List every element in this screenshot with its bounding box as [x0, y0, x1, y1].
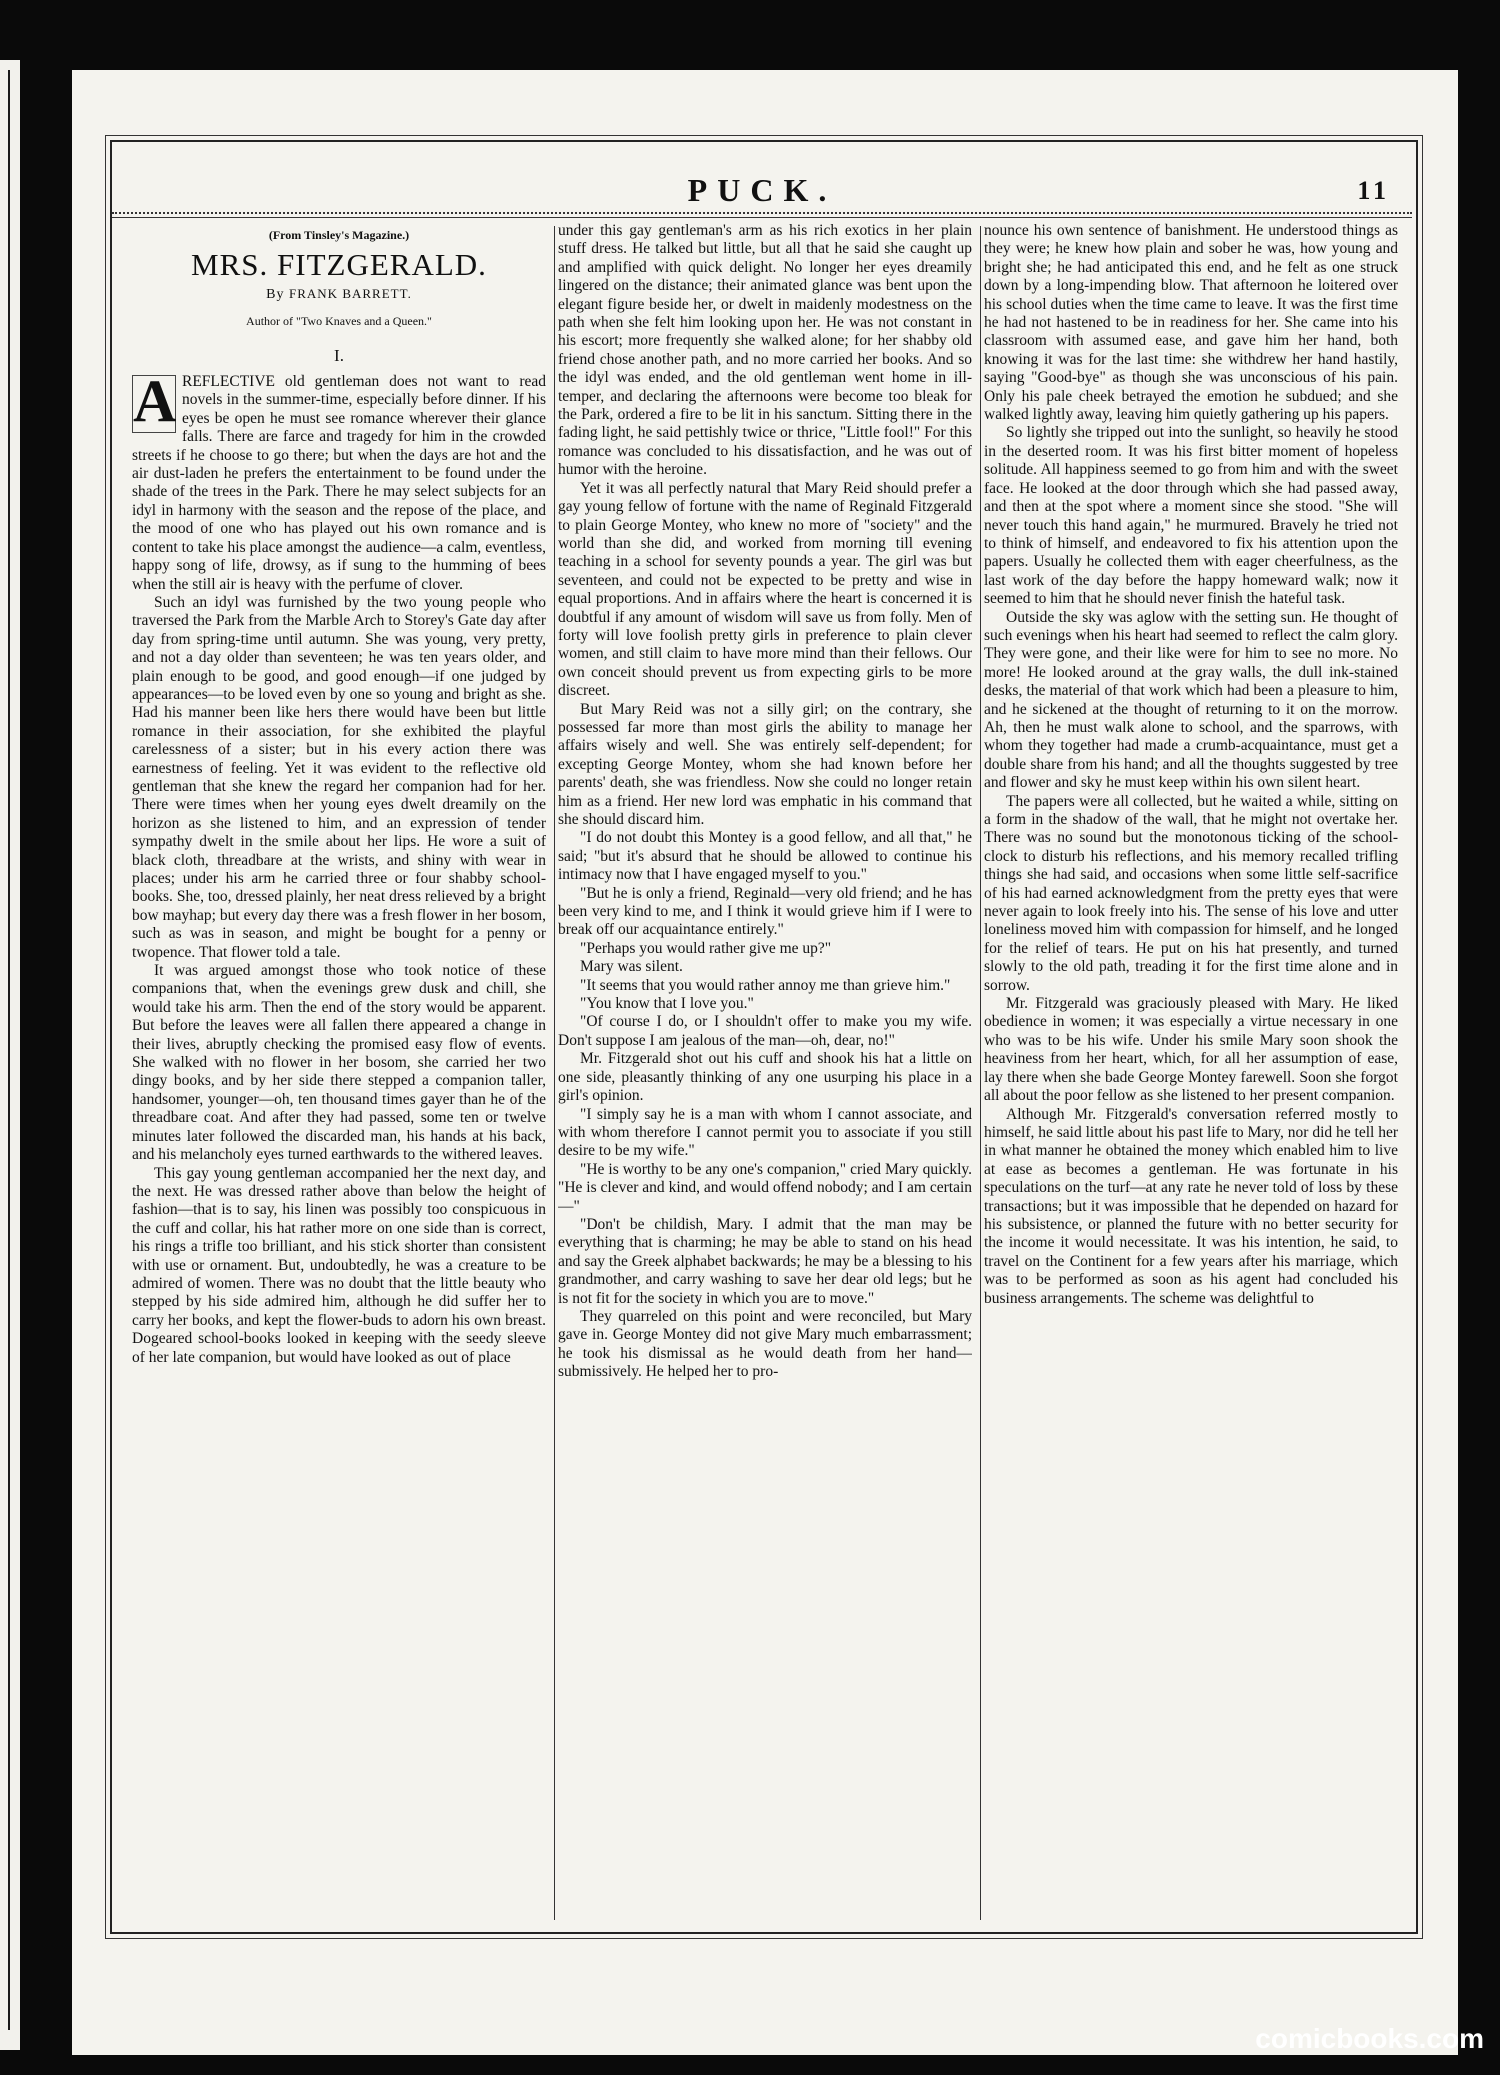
- article-columns: [112, 222, 1412, 1922]
- paragraph: "Of course I do, or I shouldn't offer to make you my wife. Don't suppose I am jealous of the man—oh, dear, no!": [558, 1013, 972, 1049]
- paragraph: This gay young gentleman accompanied her the next day, and the next. He was dressed rather above than below the height of fashion—that is to say, his linen was possibly too conspicuous in the cuff and collar, his hat rather more on one side than is correct, his rings a trifle too brilliant, and his stick shorter than consistent with use or ornament. But, undoubtedly, he was a creature to be admired of women. There was no doubt that the little beauty who stepped by his side admired him, although he did suffer her to carry her books, and kept the flower-buds to adorn his own breast. Dogeared school-books looked in keeping with the seedy sleeve of her late companion, but would have looked as out of place: [132, 1164, 546, 1366]
- paragraph: They quarreled on this point and were reconciled, but Mary gave in. George Montey did not give Mary much embarrassment; he took his dismissal as he would death from her hand—submissively. He helped her to pro-: [558, 1307, 972, 1381]
- paragraph: Mary was silent.: [580, 958, 683, 976]
- chapter-number: I.: [334, 345, 344, 365]
- paragraph: nounce his own sentence of banishment. He understood things as they were; he knew how plain and sober he was, how young and bright she; he had anticipated this end, and he felt as one struck down by a long-impending blow. That afternoon he loitered over his school duties when the time came to leave. It was the first time he had not hastened to be in readiness for her. She came into his classroom with assumed ease, and gave him her hand, both knowing it was for the last time: she withdrew her hand hastily, saying "Good-bye" as though she was unconscious of his pain. Only his pale cheek betrayed the emotion he subdued; and she walked lightly away, leaving him quietly gathering up his papers.: [984, 222, 1398, 424]
- adjacent-page-border: [8, 70, 10, 2030]
- paragraph: "Perhaps you would rather give me up?": [580, 939, 832, 957]
- paragraph: "But he is only a friend, Reginald—very old friend; and he has been very kind to me, and I think it would grieve him if I were to break off our acquaintance entirely.": [558, 884, 972, 939]
- paragraph: Such an idyl was furnished by the two young people who traversed the Park from the Marble Arch to Storey's Gate day after day from spring-time until autumn. She was young, very pretty, and not a day older than seventeen; he was ten years older, and plain enough to be good, and good enough—if one judged by appearances—to be loved even by one so young and bright as she. Had his manner been like hers there would have been but little romance in their association, for she exhibited the playful carelessness of a sister; but in his every action there was earnestness of feeling. Yet it was evident to the reflective old gentleman that she knew the regard her companion had for her. There were times when her young eyes dwelt dreamily on the horizon as she listened to him, and an expression of tender sympathy dwelt in the smile about her lips. He wore a suit of black cloth, threadbare at the wrists, and shiny with wear in places; under his arm he carried three or four shabby school-books. She, too, dressed plainly, her neat dress relieved by a bright bow mayhap; but every day there was a fresh flower in her bosom, such as was in season, and might be bought for a penny or twopence. That flower told a tale.: [132, 593, 546, 961]
- drop-cap: A: [133, 368, 177, 435]
- column-divider: [980, 226, 981, 1920]
- paragraph: [132, 368, 546, 594]
- paragraph-text: REFLECTIVE old gentleman does not want to read novels in the summer-time, especially before dinner. If his eyes be open he must see romance wherever their glance falls. There are farce and tragedy for him in the crowded streets if he choose to go there; but when the days are hot and the air dust-laden he prefers the entertainment to be found under the shade of the trees in the Park. There he may select subjects for an idyl in harmony with the season and the repose of the place, and the mood of one who has played out his own romance and is content to take his place amongst the audience—a calm, eventless, happy song of life, drowsy, as if sung to the humming of bees when the still air is heavy with the perfume of clover.: [132, 373, 546, 593]
- column-divider: [554, 226, 555, 1920]
- author-name: FRANK BARRETT.: [289, 285, 412, 301]
- column-1: [132, 222, 546, 1922]
- byline: [132, 285, 546, 304]
- adjacent-page-edge: [0, 60, 20, 2050]
- article-source: (From Tinsley's Magazine.): [268, 228, 410, 242]
- paragraph: Yet it was all perfectly natural that Mary Reid should prefer a gay young fellow of fortune with the name of Reginald Fitzgerald to plain George Montey, who knew no more of "society" and the world than she did, and worked from morning till evening teaching in a school for seventy pounds a year. The girl was but seventeen, and could not be expected to be pretty and wise in equal proportions. And in affairs where the heart is concerned it is doubtful if any amount of wisdom will save us from folly. Men of forty will love foolish pretty girls in preference to plain clever women, and still claim to have more mind than their fellows. Our own conceit should prevent us from expecting girls to be more discreet.: [558, 479, 972, 700]
- paragraph: Mr. Fitzgerald shot out his cuff and shook his hat a little on one side, pleasantly thinking of any one usurping his place in a girl's opinion.: [558, 1050, 972, 1105]
- paragraph: under this gay gentleman's arm as his rich exotics in her plain stuff dress. He talked but little, but all that he said she caught up and amplified with quick delight. No longer her eyes dreamily lingered on the distance; their animated glance was bent upon the elegant figure beside her, or dwelt in maidenly modestness on the path when she felt him looking upon her. He was not constant in his escort; more frequently she walked alone; for her shabby old friend chose another path, and no more carried her books. And so the idyl was ended, and the old gentleman went home in ill-temper, and declaring the afternoons were become too bleak for the Park, ordered a fire to be lit in his sanctum. Sitting there in the fading light, he said pettishly twice or thrice, "Little fool!" For this romance was concluded to his dissatisfaction, and he was out of humor with the heroine.: [558, 222, 972, 479]
- paragraph: It was argued amongst those who took notice of these companions that, when the evenings grew dusk and chill, she would take his arm. Then the end of the story would be apparent. But before the leaves were all fallen there appeared a change in their lives, abruptly checking the promised easy flow of events. She walked with no flower in her bosom, she carried her two dingy books, and by her side there stepped a companion taller, handsomer, younger—oh, ten thousand times gayer than he of the threadbare coat. And after they had passed, some ten or twelve minutes later followed the discarded man, his hands at his back, and his melancholy eyes turned earthwards to the withered leaves.: [132, 962, 546, 1164]
- paragraph: The papers were all collected, but he waited a while, sitting on a form in the shadow of the wall, that he might not overtake her. There was no sound but the monotonous ticking of the school-clock to disturb his reflections, and his memory recalled trifling things she had said, and occasions when some little self-sacrifice of his had earned acknowledgment from the pretty eyes that were never again to look freely into his. The sense of his love and utter loneliness moved him with compassion for himself, and he longed for the relief of tears. He put on his hat presently, and turned slowly to the old path, treading it for the first time alone and in sorrow.: [984, 792, 1398, 994]
- page-number: 11: [1357, 176, 1390, 205]
- story-title: MRS. FITZGERALD.: [191, 247, 487, 283]
- paragraph: Outside the sky was aglow with the setting sun. He thought of such evenings when his heart had seemed to reflect the calm glory. They were gone, and their like were for him to see no more. No more! He looked around at the gray walls, the dull ink-stained desks, the material of that work which had been a pleasure to him, and he sickened at the thought of returning to it on the morrow. Ah, then he must walk alone to school, and the sparrows, with whom they together had made a crumb-acquaintance, must get a double share from his hand; and all the thoughts suggested by tree and flower and sky he must keep within his own silent heart.: [984, 608, 1398, 792]
- author-note: Author of "Two Knaves and a Queen.": [246, 314, 432, 329]
- column-2: [558, 222, 972, 1922]
- paragraph: "You know that I love you.": [580, 995, 754, 1013]
- paragraph: But Mary Reid was not a silly girl; on the contrary, she possessed far more than most girls the ability to manage her affairs wisely and well. She was entirely self-dependent; for excepting George Montey, whom she had known before her parents' death, she was friendless. Now she could no longer retain him as a friend. Her new lord was emphatic in his command that she should discard him.: [558, 700, 972, 828]
- masthead-title: PUCK.: [687, 172, 837, 208]
- paragraph: "It seems that you would rather annoy me than grieve him.": [580, 976, 951, 994]
- paragraph: "I do not doubt this Montey is a good fellow, and all that," he said; "but it's absurd that he should be allowed to continue his intimacy now that I have engaged myself to you.": [558, 829, 972, 884]
- page-header: [112, 172, 1412, 212]
- watermark: comicbooks.com: [1255, 2023, 1484, 2054]
- byline-prefix: By: [266, 286, 285, 302]
- paragraph: "Don't be childish, Mary. I admit that the man may be everything that is charming; he may be able to stand on his head and say the Greek alphabet backwards; he may be a blessing to his grandmother, and carry washing to save her dear old legs; but he is not fit for the society in which you are to move.": [558, 1215, 972, 1307]
- column-3: [984, 222, 1398, 1922]
- paragraph: "I simply say he is a man with whom I cannot associate, and with whom therefore I cannot permit you to associate if you still desire to be my wife.": [558, 1105, 972, 1160]
- paragraph: "He is worthy to be any one's companion," cried Mary quickly. "He is clever and kind, and would offend nobody; and I am certain—": [558, 1160, 972, 1215]
- paragraph: Mr. Fitzgerald was graciously pleased with Mary. He liked obedience in women; it was especially a virtue necessary in one who was to be his wife. Under his smile Mary soon shook the heaviness from her heart, which, for all her assumption of ease, lay there when she bade George Montey farewell. Soon she forgot all about the poor fellow as she listened to her present companion.: [984, 995, 1398, 1105]
- paragraph: Although Mr. Fitzgerald's conversation referred mostly to himself, he said little about his past life to Mary, nor did he tell her in what manner he obtained the money which enabled him to live at ease as becomes a gentleman. He was fortunate in his speculations on the turf—at any rate he never told of loss by these transactions; but it was impossible that he depended on hazard for his subsistence, or planned the future with no better security for the income it would necessitate. It was his intention, he said, to travel on the Continent for a few years after his marriage, which was to be performed as soon as his agent had concluded his business arrangements. The scheme was delightful to: [984, 1105, 1398, 1307]
- paragraph: So lightly she tripped out into the sunlight, so heavily he stood in the deserted room. It was his first bitter moment of hopeless solitude. All happiness seemed to go from him and with the sweet face. He looked at the door through which she had passed away, and then at the spot where a moment since she stood. "She will never touch this hand again," he murmured. Bravely he tried not to think of himself, and endeavored to fix his attention upon the papers. Usually he collected them with eager cheerfulness, as the last work of the day before the happy homeward walk; now it seemed to him that he should never finish the hateful task.: [984, 424, 1398, 608]
- header-rule: [112, 212, 1412, 218]
